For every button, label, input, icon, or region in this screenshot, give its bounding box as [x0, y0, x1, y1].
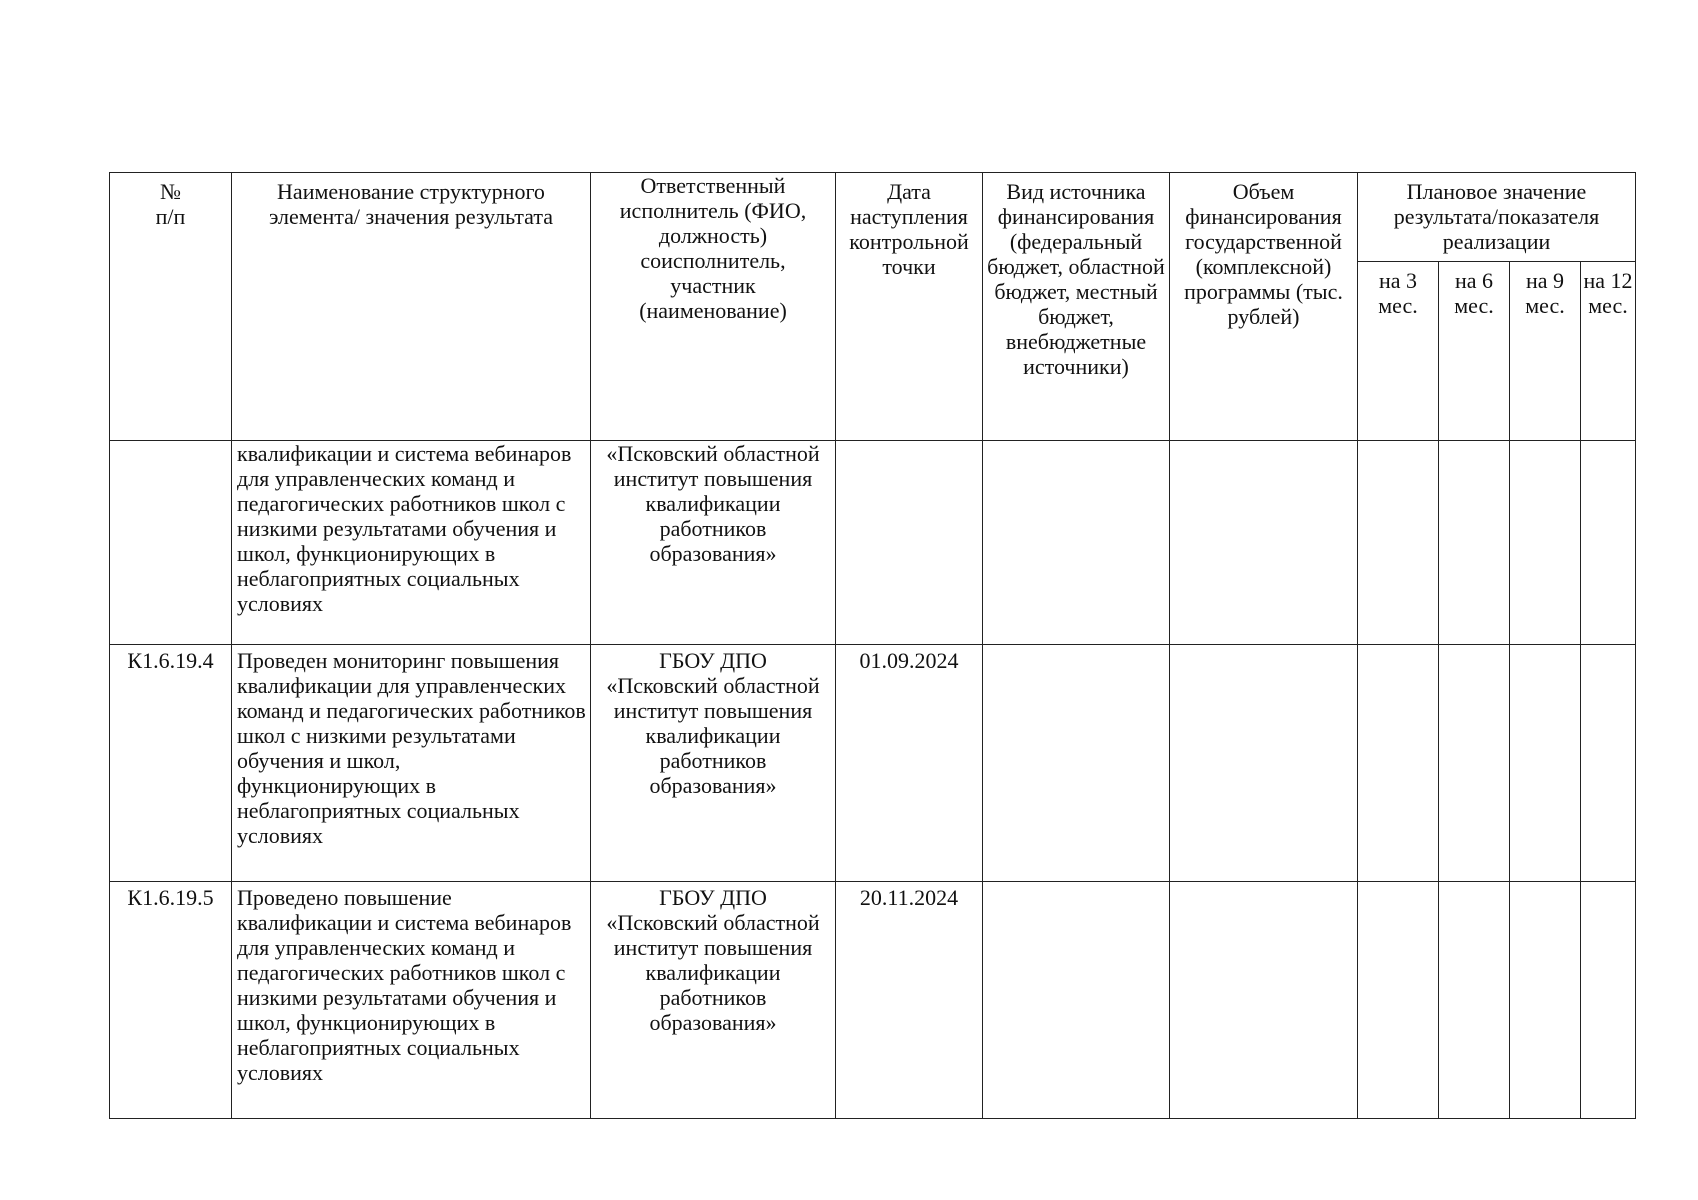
row-name: Проведено повышение квалификации и система вебинаров для управленческих команд и педагогических работников школ с низкими результатами обучения и школ, функционирующих в неблагоприятных социальных условиях [232, 882, 591, 1119]
header-month-12-text: на 12 мес. [1583, 268, 1633, 318]
row-executor: ГБОУ ДПО «Псковский областной институт повышения квалификации работников образования» [591, 645, 836, 882]
row-month-12 [1581, 645, 1636, 882]
row-month-3 [1358, 645, 1439, 882]
row-month-3 [1358, 882, 1439, 1119]
header-executor-text: Ответственный исполнитель (ФИО, должность) соисполнитель, участник (наименование) [619, 173, 807, 323]
row-name: Проведен мониторинг повышения квалификации для управленческих команд и педагогических работников школ с низкими результатами обучения и школ, функционирующих в неблагоприятных социальных условиях [232, 645, 591, 882]
row-month-9 [1510, 645, 1581, 882]
row-date: 01.09.2024 [836, 645, 983, 882]
row-month-6 [1439, 645, 1510, 882]
row-num: К1.6.19.4 [110, 645, 232, 882]
header-plan-text: Плановое значение результата/показателя реализации [1393, 179, 1600, 254]
table-header-row [110, 173, 1636, 262]
row-volume [1170, 882, 1358, 1119]
header-num-symbol: № п/п [155, 179, 186, 229]
header-month-3-text: на 3 мес. [1378, 268, 1418, 318]
header-executor [591, 173, 836, 441]
header-month-6 [1439, 262, 1510, 441]
header-plan [1358, 173, 1636, 262]
row-date [836, 441, 983, 645]
table-row [110, 882, 1636, 1119]
row-month-12 [1581, 882, 1636, 1119]
row-volume [1170, 645, 1358, 882]
header-volume [1170, 173, 1358, 441]
row-source [983, 882, 1170, 1119]
row-month-6 [1439, 441, 1510, 645]
header-source-text: Вид источника финансирования (федеральный бюджет, областной бюджет, местный бюджет, внебюджетные источники) [987, 179, 1165, 379]
row-month-3 [1358, 441, 1439, 645]
row-volume [1170, 441, 1358, 645]
row-month-9 [1510, 441, 1581, 645]
header-name [232, 173, 591, 441]
header-month-9-text: на 9 мес. [1525, 268, 1565, 318]
row-month-6 [1439, 882, 1510, 1119]
header-num [110, 173, 232, 441]
row-executor: «Псковский областной институт повышения квалификации работников образования» [591, 441, 836, 645]
row-date: 20.11.2024 [836, 882, 983, 1119]
header-month-3 [1358, 262, 1439, 441]
row-month-9 [1510, 882, 1581, 1119]
row-month-12 [1581, 441, 1636, 645]
table-row [110, 645, 1636, 882]
row-executor: ГБОУ ДПО «Псковский областной институт повышения квалификации работников образования» [591, 882, 836, 1119]
plan-table [109, 172, 1636, 1119]
header-month-12 [1581, 262, 1636, 441]
header-date [836, 173, 983, 441]
row-num [110, 441, 232, 645]
row-source [983, 441, 1170, 645]
row-name: квалификации и система вебинаров для управленческих команд и педагогических работников школ с низкими результатами обучения и школ, функционирующих в неблагоприятных социальных условиях [232, 441, 591, 645]
table-row [110, 441, 1636, 645]
header-name-text: Наименование структурного элемента/ значения результата [268, 179, 554, 229]
header-month-6-text: на 6 мес. [1454, 268, 1494, 318]
header-date-text: Дата наступления контрольной точки [849, 179, 969, 279]
header-volume-text: Объем финансирования государственной (комплексной) программы (тыс. рублей) [1184, 179, 1343, 329]
row-num: К1.6.19.5 [110, 882, 232, 1119]
header-month-9 [1510, 262, 1581, 441]
header-source [983, 173, 1170, 441]
row-source [983, 645, 1170, 882]
